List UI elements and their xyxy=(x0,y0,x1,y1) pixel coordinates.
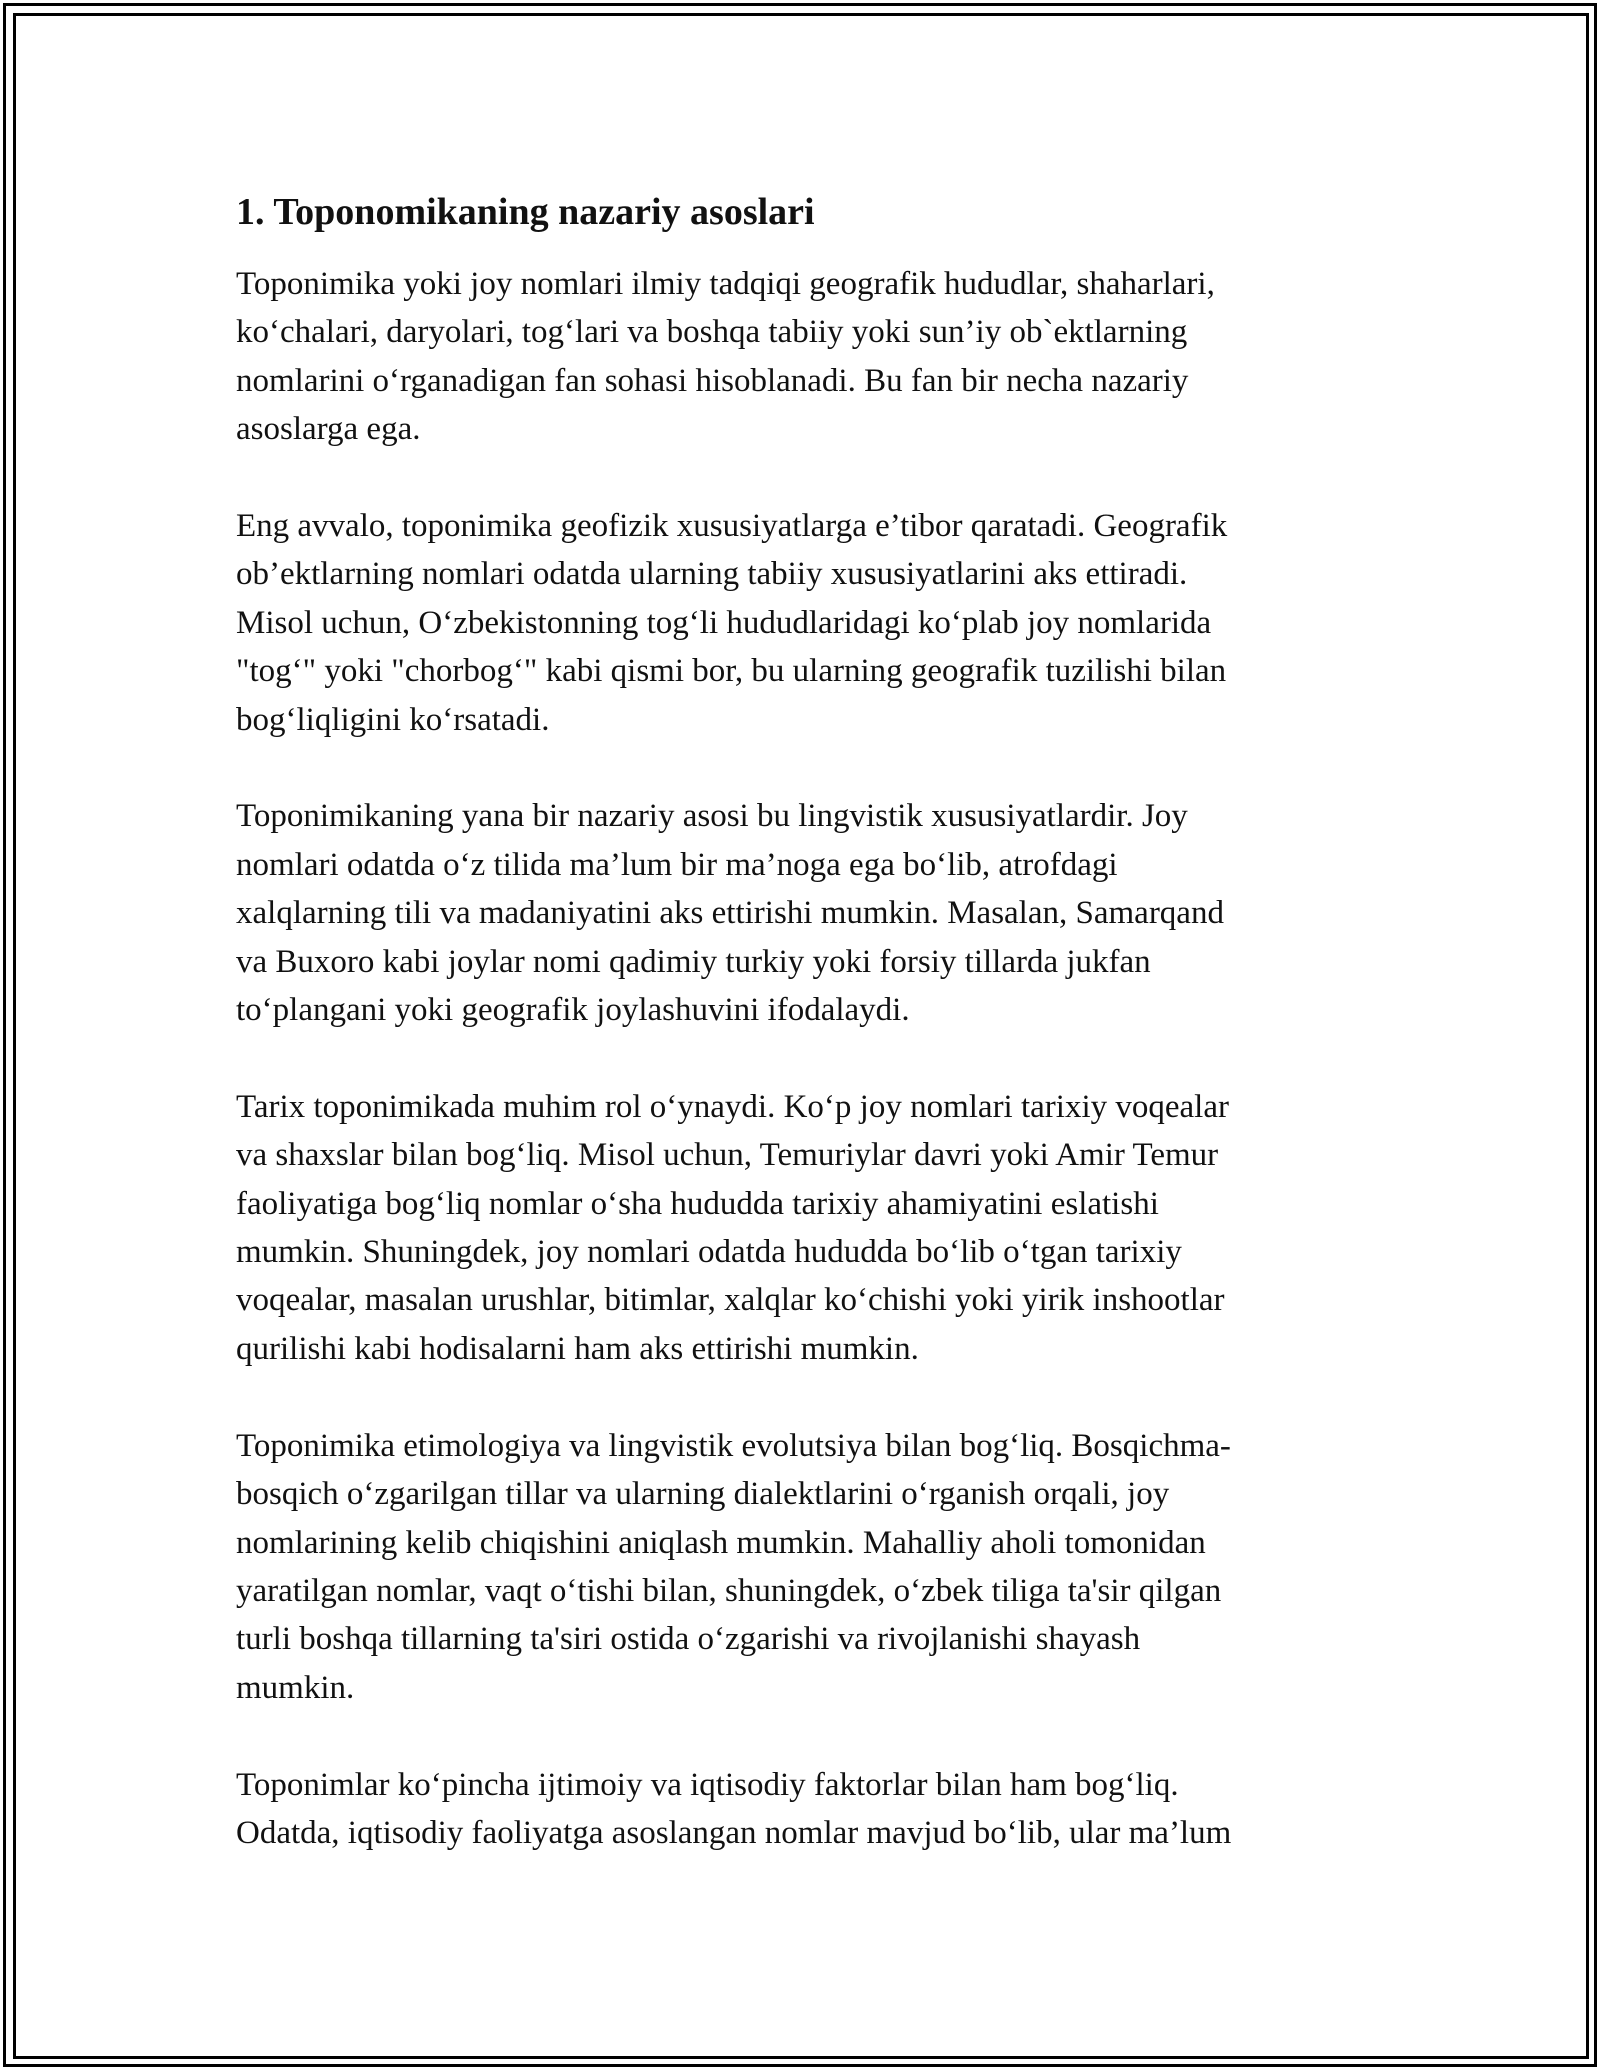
text-line: Misol uchun, O‘zbekistonning tog‘li hududlaridagi ko‘plab joy nomlarida xyxy=(236,604,1212,641)
text-line: Toponimika etimologiya va lingvistik evolutsiya bilan bog‘liq. Bosqichma- xyxy=(236,1427,1231,1464)
text-line: qurilishi kabi hodisalarni ham aks ettirishi mumkin. xyxy=(236,1330,919,1367)
text-line: Tarix toponimikada muhim rol o‘ynaydi. Ko‘p joy nomlari tarixiy voqealar xyxy=(236,1088,1229,1125)
text-line: va shaxslar bilan bog‘liq. Misol uchun, Temuriylar davri yoki Amir Temur xyxy=(236,1137,1219,1174)
text-line: asoslarga ega. xyxy=(236,411,421,448)
text-line: bosqich o‘zgarilgan tillar va ularning dialektlarini o‘rganish orqali, joy xyxy=(236,1476,1170,1513)
text-line: nomlarining kelib chiqishini aniqlash mumkin. Mahalliy aholi tomonidan xyxy=(236,1524,1206,1561)
paragraph-2 xyxy=(236,502,1364,744)
text-line: Toponimikaning yana bir nazariy asosi bu lingvistik xususiyatlardir. Joy xyxy=(236,798,1188,835)
text-line: Toponimlar ko‘pincha ijtimoiy va iqtisodiy faktorlar bilan ham bog‘liq. xyxy=(236,1766,1179,1803)
text-line: voqealar, masalan urushlar, bitimlar, xalqlar ko‘chishi yoki yirik inshootlar xyxy=(236,1282,1225,1319)
text-line: ko‘chalari, daryolari, tog‘lari va boshqa tabiiy yoki sun’iy ob`ektlarning xyxy=(236,314,1188,351)
text-line: va Buxoro kabi joylar nomi qadimiy turkiy yoki forsiy tillarda jukfan xyxy=(236,943,1151,980)
paragraph-4 xyxy=(236,1083,1364,1373)
text-line: to‘plangani yoki geografik joylashuvini ifodalaydi. xyxy=(236,992,910,1029)
text-line: nomlari odatda o‘z tilida ma’lum bir ma’noga ega bo‘lib, atrofdagi xyxy=(236,846,1118,883)
paragraph-1 xyxy=(236,260,1364,454)
section-heading: 1. Toponomikaning nazariy asoslari xyxy=(236,191,815,233)
text-line: turli boshqa tillarning ta'siri ostida o‘zgarishi va rivojlanishi shayash xyxy=(236,1621,1141,1658)
text-line: xalqlarning tili va madaniyatini aks ettirishi mumkin. Masalan, Samarqand xyxy=(236,895,1224,932)
text-line: nomlarini o‘rganadigan fan sohasi hisoblanadi. Bu fan bir necha nazariy xyxy=(236,362,1189,399)
text-line: Eng avvalo, toponimika geofizik xususiyatlarga e’tibor qaratadi. Geografik xyxy=(236,508,1228,545)
text-line: ob’ektlarning nomlari odatda ularning tabiiy xususiyatlarini aks ettiradi. xyxy=(236,556,1188,593)
text-line: faoliyatiga bog‘liq nomlar o‘sha hududda tarixiy ahamiyatini eslatishi xyxy=(236,1185,1159,1222)
paragraph-3 xyxy=(236,792,1364,1034)
text-line: yaratilgan nomlar, vaqt o‘tishi bilan, shuningdek, o‘zbek tiliga ta'sir qilgan xyxy=(236,1572,1222,1609)
text-line: Odatda, iqtisodiy faoliyatga asoslangan nomlar mavjud bo‘lib, ular ma’lum xyxy=(236,1814,1232,1851)
text-line: Toponimika yoki joy nomlari ilmiy tadqiqi geografik hududlar, shaharlari, xyxy=(236,266,1215,302)
text-line: mumkin. xyxy=(236,1669,355,1706)
text-line: "tog‘" yoki "chorbog‘" kabi qismi bor, bu ularning geografik tuzilishi bilan xyxy=(236,653,1227,690)
document-body xyxy=(236,188,1364,1906)
text-line: bog‘liqligini ko‘rsatadi. xyxy=(236,701,550,738)
paragraph-6 xyxy=(236,1761,1364,1858)
text-line: mumkin. Shuningdek, joy nomlari odatda hududda bo‘lib o‘tgan tarixiy xyxy=(236,1234,1182,1271)
paragraph-5 xyxy=(236,1422,1364,1712)
